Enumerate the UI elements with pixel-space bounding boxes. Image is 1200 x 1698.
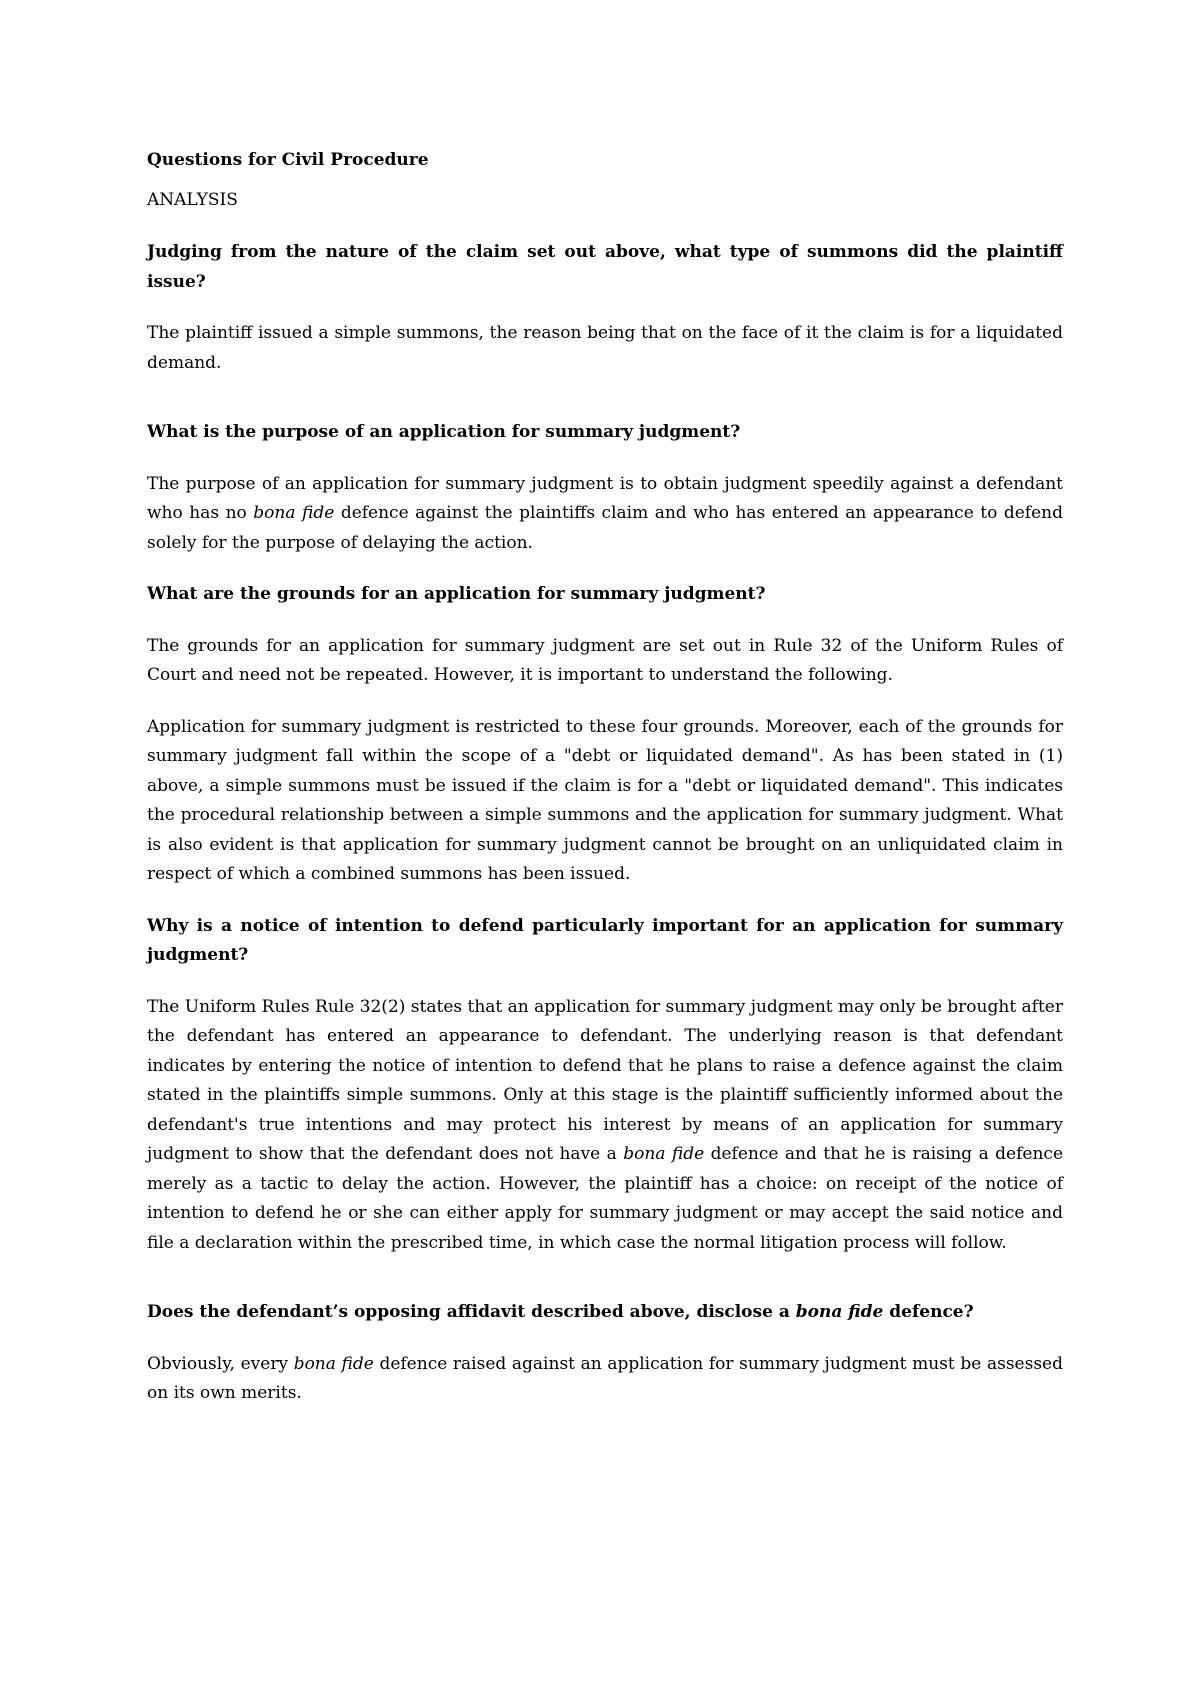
answer-2-italic: bona fide bbox=[253, 503, 335, 523]
question-5-italic: bona fide bbox=[795, 1302, 884, 1322]
document-page bbox=[147, 146, 1063, 1409]
question-1: Judging from the nature of the claim set out above, what type of summons did the plaintiff issue? bbox=[147, 242, 1063, 292]
answer-5 bbox=[147, 1350, 1063, 1409]
answer-2 bbox=[147, 470, 1063, 559]
answer-2-text-a: The purpose of an application for summary judgment is to obtain judgment speedily against a defendant who has no bbox=[147, 473, 1063, 523]
answer-5-text-a: Obviously, every bbox=[147, 1353, 294, 1374]
section-label: ANALYSIS bbox=[147, 189, 238, 210]
answer-4-text-b: defence and that he is raising a defence merely as a tactic to delay the action. However, the plaintiff has a choice: on receipt of the notice of intention to defend he or she can either apply for summary judgment or may accept the said notice and file a declaration within the prescribed time, in which case the normal litigation process will follow. bbox=[147, 1144, 1064, 1253]
question-5-text-a: Does the defendant’s opposing affidavit described above, disclose a bbox=[147, 1302, 796, 1322]
answer-5-italic: bona fide bbox=[293, 1353, 374, 1374]
answer-5-text-b: defence raised against an application for summary judgment must be assessed on its own merits. bbox=[147, 1353, 1064, 1403]
answer-2-text-b: defence against the plaintiffs claim and who has entered an appearance to defend solely for the purpose of delaying the action. bbox=[147, 503, 1063, 553]
question-5 bbox=[147, 1298, 1063, 1328]
answer-3-paragraph-2: Application for summary judgment is restricted to these four grounds. Moreover, each of the grounds for summary judgment fall within the scope of a "debt or liquidated demand". As has been stated in (1) above, a simple summons must be issued if the claim is for a "debt or liquidated demand". This indicates the procedural relationship between a simple summons and the application for summary judgment. What is also evident is that application for summary judgment cannot be brought on an unliquidated claim in respect of which a combined summons has been issued. bbox=[147, 716, 1063, 884]
question-3: What are the grounds for an application for summary judgment? bbox=[147, 584, 766, 604]
answer-3-paragraph-1: The grounds for an application for summary judgment are set out in Rule 32 of the Uniform Rules of Court and need not be repeated. However, it is important to understand the following. bbox=[147, 635, 1063, 685]
answer-4 bbox=[147, 993, 1063, 1259]
question-5-text-b: defence? bbox=[883, 1302, 974, 1322]
document-title: Questions for Civil Procedure bbox=[147, 150, 429, 170]
answer-4-italic: bona fide bbox=[623, 1144, 705, 1164]
answer-4-text-a: The Uniform Rules Rule 32(2) states that an application for summary judgment may only be brought after the defendant has entered an appearance to defendant. The underlying reason is that defendant indicates by entering the notice of intention to defend that he plans to raise a defence against the claim stated in the plaintiffs simple summons. Only at this stage is the plaintiff sufficiently informed about the defendant's true intentions and may protect his interest by means of an application for summary judgment to show that the defendant does not have a bbox=[147, 996, 1063, 1164]
question-2: What is the purpose of an application for summary judgment? bbox=[147, 422, 741, 442]
answer-1: The plaintiff issued a simple summons, the reason being that on the face of it the claim is for a liquidated demand. bbox=[147, 323, 1063, 373]
question-4: Why is a notice of intention to defend particularly important for an application for summary judgment? bbox=[147, 915, 1063, 965]
